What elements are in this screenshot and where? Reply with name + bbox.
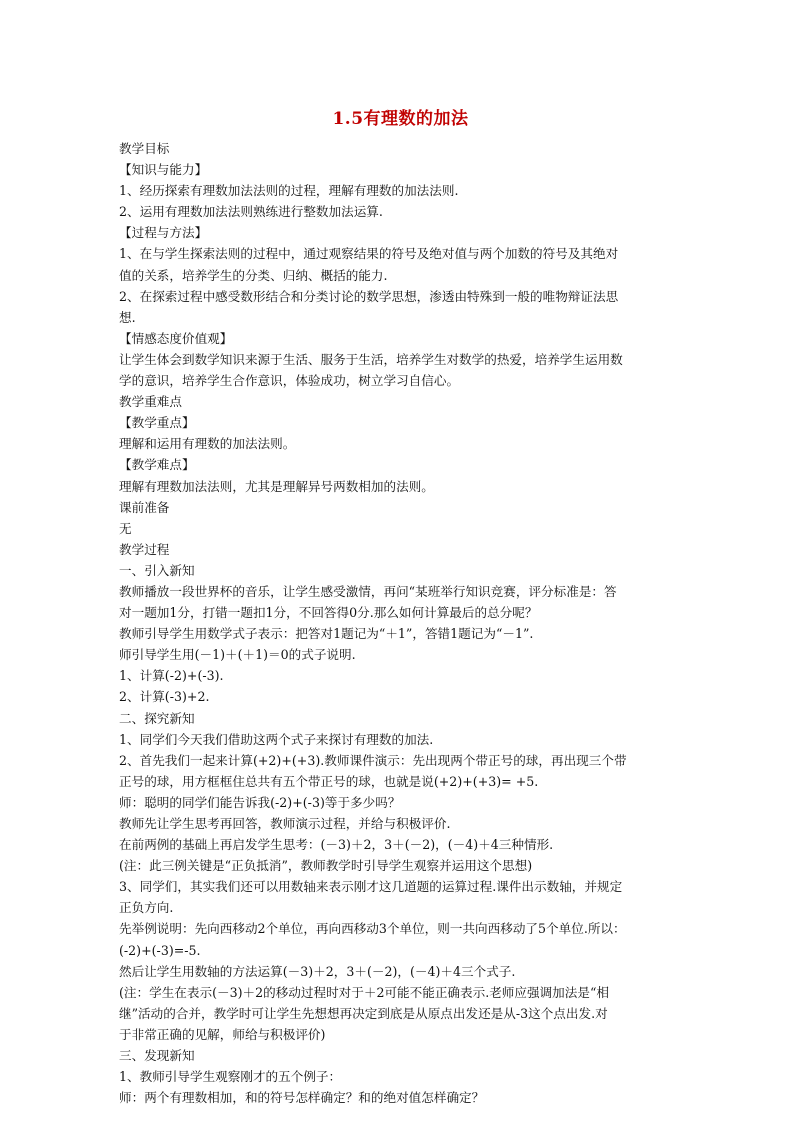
- text-line: 【教学难点】: [119, 457, 195, 473]
- text-line: 想.: [119, 309, 136, 325]
- text-line: 教学重难点: [119, 394, 182, 410]
- text-line: 1、经历探索有理数加法法则的过程，理解有理数的加法法则.: [119, 183, 459, 199]
- text-line: 3、同学们，其实我们还可以用数轴来表示刚才这几道题的运算过程.课件出示数轴，并规定: [119, 879, 623, 895]
- text-line: 2、运用有理数加法法则熟练进行整数加法运算.: [119, 204, 383, 220]
- text-line: (注：学生在表示(－3)＋2的移动过程时对于＋2可能不能正确表示.老师应强调加法是“相: [119, 984, 610, 1000]
- text-line: 教师先让学生思考再回答，教师演示过程，并给与积极评价.: [119, 816, 451, 831]
- text-line: 教师播放一段世界杯的音乐，让学生感受激情，再问“某班举行知识竞赛，评分标准是：答: [119, 583, 617, 599]
- text-line: 课前准备: [119, 499, 170, 515]
- text-line: 二、探究新知: [119, 710, 195, 726]
- text-line: 1、同学们今天我们借助这两个式子来探讨有理数的加法.: [119, 731, 434, 747]
- text-line: 三、发现新知: [119, 1048, 195, 1064]
- text-line: 在前两例的基础上再启发学生思考：(－3)＋2，3＋(－2)，(－4)＋4三种情形.: [119, 837, 554, 853]
- text-line: 2、首先我们一起来计算(+2)+(+3).教师课件演示：先出现两个带正号的球，再出现三个带: [119, 752, 627, 768]
- page-title: 1.5有理数的加法: [332, 109, 469, 129]
- text-line: (注：此三例关键是“正负抵消”，教师教学时引导学生观察并运用这个思想): [119, 858, 533, 874]
- text-line: 2、在探索过程中感受数形结合和分类讨论的数学思想，渗透由特殊到一般的唯物辩证法思: [119, 288, 619, 304]
- text-line: 于非常正确的见解，师给与积极评价): [119, 1026, 326, 1042]
- text-line: 2、计算(-3)+2.: [119, 689, 210, 705]
- text-line: 一、引入新知: [119, 562, 195, 578]
- text-line: (-2)+(-3)=-5.: [119, 942, 201, 958]
- text-line: 教学目标: [119, 141, 170, 156]
- text-line: 1、教师引导学生观察刚才的五个例子：: [119, 1069, 342, 1085]
- text-line: 正号的球，用方框框住总共有五个带正号的球，也就是说(+2)+(+3)= +5.: [119, 773, 539, 789]
- text-line: 正负方向.: [119, 900, 174, 916]
- document-body: [119, 138, 682, 1108]
- text-line: 理解和运用有理数的加法法则。: [119, 436, 296, 452]
- text-line: 无: [119, 520, 132, 536]
- text-line: 师引导学生用(－1)＋(＋1)＝0的式子说明.: [119, 647, 356, 663]
- text-line: 然后让学生用数轴的方法运算(－3)＋2，3＋(－2)，(－4)＋4三个式子.: [119, 963, 516, 979]
- text-line: 教学过程: [119, 541, 170, 557]
- text-line: 继”活动的合并，教学时可让学生先想想再决定到底是从原点出发还是从-3这个点出发.对: [119, 1005, 608, 1021]
- text-line: 师：两个有理数相加，和的符号怎样确定？和的绝对值怎样确定？: [119, 1090, 485, 1106]
- text-line: 1、在与学生探索法则的过程中，通过观察结果的符号及绝对值与两个加数的符号及其绝对: [119, 246, 619, 262]
- text-line: 让学生体会到数学知识来源于生活、服务于生活，培养学生对数学的热爱，培养学生运用数: [119, 351, 623, 367]
- text-line: 【过程与方法】: [119, 225, 208, 241]
- text-line: 【知识与能力】: [119, 162, 208, 178]
- text-line: 对一题加1分，打错一题扣1分，不回答得0分.那么如何计算最后的总分呢？: [119, 605, 538, 621]
- text-line: 学的意识，培养学生合作意识，体验成功，树立学习自信心。: [119, 373, 460, 389]
- text-line: 值的关系，培养学生的分类、归纳、概括的能力.: [119, 267, 388, 283]
- text-line: 1、计算(-2)+(-3).: [119, 668, 224, 684]
- text-line: 理解有理数加法法则，尤其是理解异号两数相加的法则。: [119, 478, 434, 494]
- text-line: 师：聪明的同学们能告诉我(-2)+(-3)等于多少吗？: [119, 794, 401, 810]
- text-line: 先举例说明：先向西移动2个单位，再向西移动3个单位，则一共向西移动了5个单位.所以：: [119, 921, 626, 937]
- text-line: 教师引导学生用数学式子表示：把答对1题记为“＋1”，答错1题记为“－1”.: [119, 626, 534, 642]
- text-line: 【情感态度价值观】: [119, 330, 233, 346]
- text-line: 【教学重点】: [119, 415, 195, 431]
